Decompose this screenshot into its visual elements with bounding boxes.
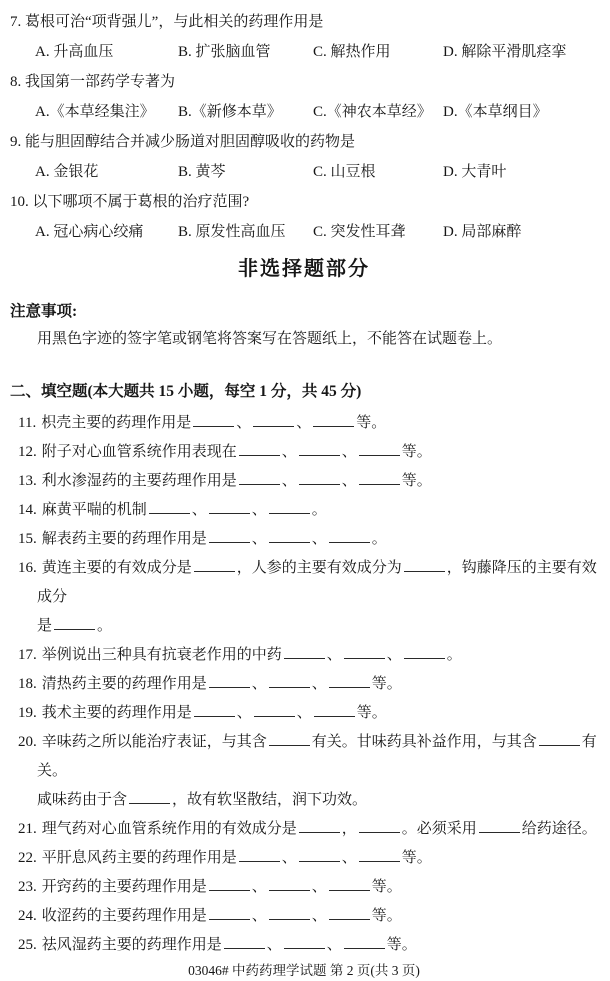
notice-body: 用黑色字迹的签字笔或钢笔将答案写在答题纸上，不能答在试题卷上。: [37, 331, 503, 347]
question-text: 等。: [356, 705, 387, 721]
question-number: 20.: [18, 734, 37, 750]
answer-option: D. 大青叶: [443, 164, 507, 180]
question-text: 、: [281, 473, 297, 489]
question-number: 15.: [18, 531, 37, 547]
answer-blank: [299, 819, 340, 833]
answer-option: A. 升高血压: [35, 44, 114, 60]
answer-blank: [329, 906, 370, 920]
answer-blank: [239, 471, 280, 485]
answer-blank: [359, 442, 400, 456]
fill-question: [10, 728, 598, 815]
answer-blank: [313, 413, 354, 427]
mcq-question: [10, 67, 598, 127]
question-number: 18.: [18, 676, 37, 692]
answer-option: A.《本草经集注》: [35, 104, 155, 120]
answer-option: C. 山豆根: [313, 164, 376, 180]
answer-blank: [359, 819, 400, 833]
answer-option: D.《本草纲目》: [443, 104, 548, 120]
fill-question: [10, 873, 598, 902]
question-text: 是: [37, 618, 53, 634]
question-text: 解表药主要的药理作用是: [41, 531, 207, 547]
question-text: 辛味药之所以能治疗表证，与其含: [41, 734, 267, 750]
question-number: 23.: [18, 879, 37, 895]
question-number: 17.: [18, 647, 37, 663]
question-text: 理气药对心血管系统作用的有效成分是: [41, 821, 297, 837]
notice-title: 注意事项:: [10, 303, 78, 320]
answer-option: B. 原发性高血压: [178, 224, 286, 240]
question-number: 14.: [18, 502, 37, 518]
answer-blank: [239, 848, 280, 862]
answer-option: C. 突发性耳聋: [313, 224, 406, 240]
answer-blank: [404, 558, 445, 572]
answer-blank: [149, 500, 190, 514]
question-text: 。必须采用: [401, 821, 477, 837]
answer-blank: [299, 848, 340, 862]
answer-blank: [479, 819, 520, 833]
answer-option: B.《新修本草》: [178, 104, 282, 120]
answer-blank: [239, 442, 280, 456]
fill-question: [10, 525, 598, 554]
question-text: 、: [281, 850, 297, 866]
question-text: 平肝息风药主要的药理作用是: [41, 850, 237, 866]
question-text: 、: [251, 502, 267, 518]
question-stem: 10. 以下哪项不属于葛根的治疗范围?: [10, 194, 250, 210]
answer-option: C. 解热作用: [313, 44, 391, 60]
question-text: 等。: [371, 879, 402, 895]
question-text: 、: [251, 908, 267, 924]
question-text: 等。: [356, 415, 387, 431]
question-text: 附子对心血管系统作用表现在: [41, 444, 237, 460]
question-text: ，钩藤降压的主要有效成分: [37, 560, 597, 605]
answer-blank: [193, 413, 234, 427]
question-text: 、: [251, 531, 267, 547]
question-text: 收涩药的主要药理作用是: [41, 908, 207, 924]
question-text: 等。: [401, 444, 432, 460]
question-text: 有关。甘味药具补益作用，与其含: [311, 734, 537, 750]
answer-blank: [299, 471, 340, 485]
question-text: 莪术主要的药理作用是: [41, 705, 192, 721]
answer-blank: [224, 935, 265, 949]
question-text: 咸味药由于含: [37, 792, 128, 808]
question-text: 开窍药的主要药理作用是: [41, 879, 207, 895]
answer-options-row: [10, 157, 598, 187]
question-text: 、: [191, 502, 207, 518]
answer-options-row: [10, 97, 598, 127]
question-text: 、: [341, 850, 357, 866]
question-text: 等。: [401, 850, 432, 866]
question-text: 、: [326, 647, 342, 663]
question-text: 。: [371, 531, 387, 547]
question-text: 、: [311, 879, 327, 895]
question-number: 11.: [18, 415, 37, 431]
answer-blank: [209, 674, 250, 688]
fill-question: [10, 641, 598, 670]
question-text: 、: [386, 647, 402, 663]
question-number: 12.: [18, 444, 37, 460]
fill-question: [10, 496, 598, 525]
answer-blank: [269, 732, 310, 746]
question-text: 、: [251, 879, 267, 895]
mcq-question: [10, 7, 598, 67]
answer-blank: [269, 877, 310, 891]
answer-options-row: [10, 217, 598, 247]
fill-question: [10, 815, 598, 844]
fill-question: [10, 467, 598, 496]
question-text: 、: [341, 444, 357, 460]
notice-block: [10, 299, 598, 354]
question-text: 举例说出三种具有抗衰老作用的中药: [41, 647, 282, 663]
question-text: 、: [251, 676, 267, 692]
answer-option: D. 局部麻醉: [443, 224, 522, 240]
answer-option: A. 金银花: [35, 164, 99, 180]
answer-blank: [299, 442, 340, 456]
fill-section-heading: 二、填空题(本大题共 15 小题，每空 1 分，共 45 分): [10, 383, 362, 400]
mcq-question: [10, 127, 598, 187]
answer-blank: [539, 732, 580, 746]
question-text: ，人参的主要有效成分为: [236, 560, 402, 576]
question-text: 祛风湿药主要的药理作用是: [41, 937, 222, 953]
question-stem: 9. 能与胆固醇结合并减少肠道对胆固醇吸收的药物是: [10, 134, 356, 150]
answer-blank: [344, 935, 385, 949]
question-text: 枳壳主要的药理作用是: [41, 415, 192, 431]
answer-blank: [329, 529, 370, 543]
answer-option: B. 扩张脑血管: [178, 44, 271, 60]
question-text: 清热药主要的药理作用是: [41, 676, 207, 692]
answer-blank: [284, 935, 325, 949]
question-number: 24.: [18, 908, 37, 924]
answer-blank: [359, 848, 400, 862]
question-text: 。: [97, 618, 113, 634]
question-text: 利水渗湿药的主要药理作用是: [41, 473, 237, 489]
question-number: 25.: [18, 937, 37, 953]
fill-question: [10, 931, 598, 960]
question-text: 。: [311, 502, 327, 518]
answer-blank: [329, 877, 370, 891]
page-footer: 03046# 中药药理学试题 第 2 页(共 3 页): [188, 963, 420, 978]
answer-blank: [209, 906, 250, 920]
question-number: 19.: [18, 705, 37, 721]
question-text: 。: [446, 647, 462, 663]
question-text: 黄连主要的有效成分是: [41, 560, 192, 576]
question-stem: 8. 我国第一部药学专著为: [10, 74, 176, 90]
fill-question: [10, 438, 598, 467]
answer-blank: [194, 703, 235, 717]
answer-blank: [269, 529, 310, 543]
fill-question: [10, 844, 598, 873]
answer-option: C.《神农本草经》: [313, 104, 432, 120]
answer-option: D. 解除平滑肌痉挛: [443, 44, 567, 60]
question-text: 等。: [371, 908, 402, 924]
answer-blank: [209, 529, 250, 543]
answer-blank: [269, 906, 310, 920]
question-text: 、: [236, 705, 252, 721]
answer-blank: [129, 790, 170, 804]
mcq-question: [10, 187, 598, 247]
question-text: 等。: [401, 473, 432, 489]
fill-question-list: [10, 409, 598, 960]
question-text: ，: [341, 821, 357, 837]
answer-blank: [359, 471, 400, 485]
question-text: 给药途径。: [521, 821, 597, 837]
question-text: 、: [311, 531, 327, 547]
answer-options-row: [10, 37, 598, 67]
question-number: 22.: [18, 850, 37, 866]
question-text: 等。: [386, 937, 417, 953]
question-stem: 7. 葛根可治“项背强儿”，与此相关的药理作用是: [10, 14, 324, 30]
answer-blank: [209, 500, 250, 514]
question-text: 、: [236, 415, 252, 431]
answer-option: B. 黄芩: [178, 164, 226, 180]
fill-question: [10, 670, 598, 699]
fill-question: [10, 554, 598, 641]
answer-blank: [253, 413, 294, 427]
question-text: 等。: [371, 676, 402, 692]
question-text: ，故有软坚散结，润下功效。: [172, 792, 368, 808]
mcq-section: [10, 7, 598, 247]
answer-blank: [209, 877, 250, 891]
answer-blank: [254, 703, 295, 717]
question-text: 、: [311, 908, 327, 924]
question-text: 、: [296, 415, 312, 431]
answer-blank: [269, 500, 310, 514]
question-text: 、: [266, 937, 282, 953]
question-text: 麻黄平喘的机制: [41, 502, 147, 518]
answer-blank: [314, 703, 355, 717]
question-text: 有关。: [37, 734, 597, 779]
fill-question: [10, 409, 598, 438]
fill-question: [10, 699, 598, 728]
question-number: 21.: [18, 821, 37, 837]
section-heading: 非选择题部分: [238, 258, 370, 280]
answer-blank: [344, 645, 385, 659]
answer-blank: [269, 674, 310, 688]
fill-question: [10, 902, 598, 931]
question-number: 13.: [18, 473, 37, 489]
question-number: 16.: [18, 560, 37, 576]
answer-blank: [284, 645, 325, 659]
answer-blank: [329, 674, 370, 688]
answer-option: A. 冠心病心绞痛: [35, 224, 144, 240]
answer-blank: [54, 616, 95, 630]
answer-blank: [404, 645, 445, 659]
question-text: 、: [311, 676, 327, 692]
answer-blank: [194, 558, 235, 572]
question-text: 、: [341, 473, 357, 489]
question-text: 、: [296, 705, 312, 721]
question-text: 、: [281, 444, 297, 460]
question-text: 、: [326, 937, 342, 953]
